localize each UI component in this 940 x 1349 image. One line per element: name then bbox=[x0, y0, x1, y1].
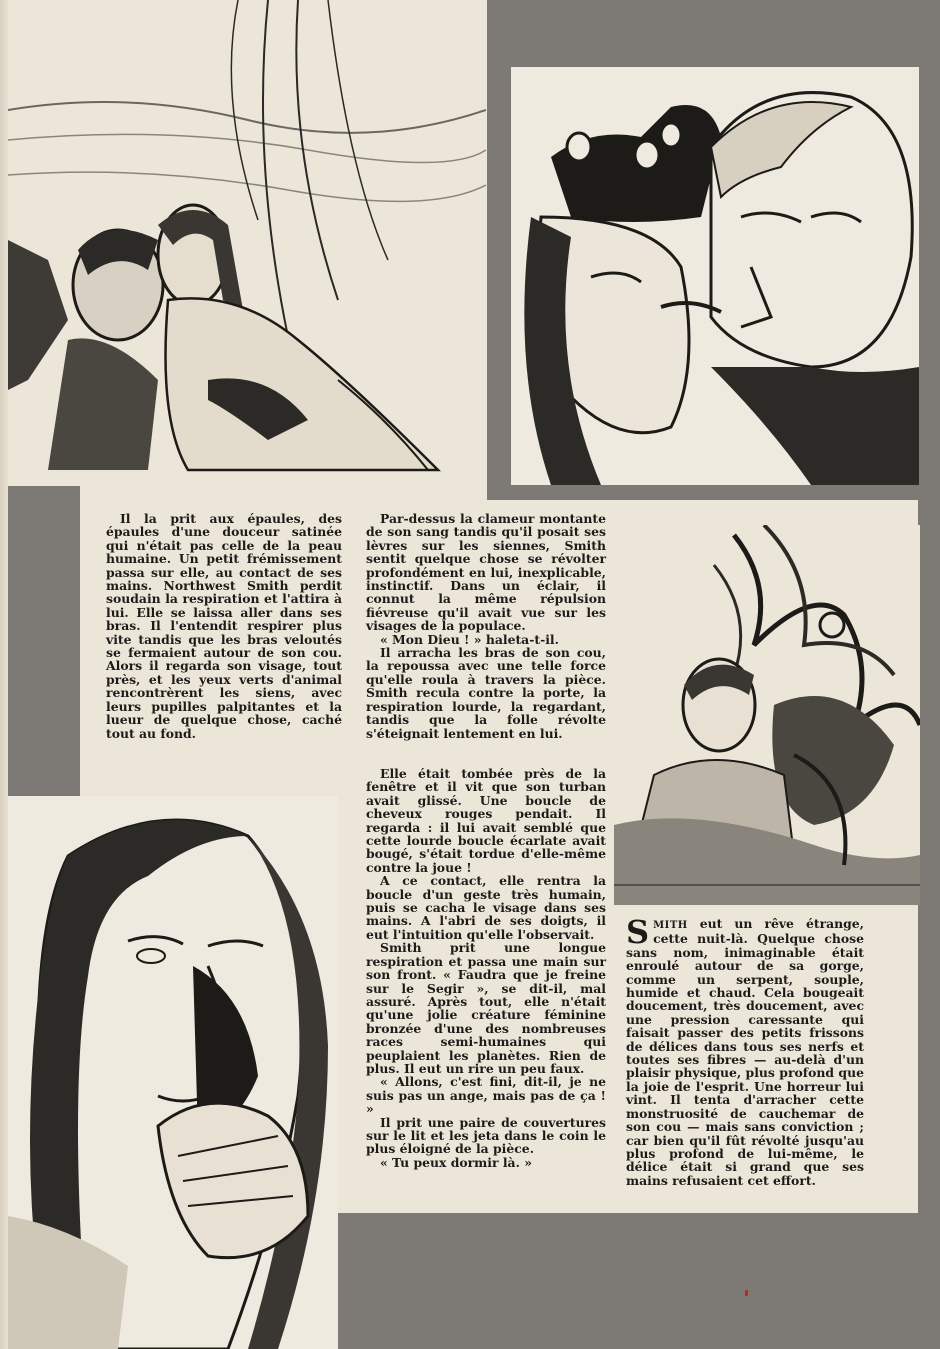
illustration-woman-hand-face bbox=[8, 796, 338, 1349]
col3-paragraph-5: Il prit une paire de couvertures sur le lit et les jeta dans le coin le plus éloigné de la pièce. bbox=[366, 1114, 606, 1157]
drop-cap: S bbox=[626, 913, 650, 951]
col3-paragraph-1: Elle était tombée près de la fenêtre et il vit que son turban avait glissé. Une boucle de cheveux rouges pendait. Il regarda : il lui avait semblé que cette lourde boucle écarlate avait bougé, s'était tordue d'elle-même contre la joue ! bbox=[366, 766, 606, 875]
illustration-closeup-kiss bbox=[511, 67, 919, 485]
col1-paragraph-1: Il la prit aux épaules, des épaules d'une douceur satinée qui n'était pas celle de la peau humaine. Un petit frémissement passa sur elle, au contact de ses mains. Northwest Smith perdit soudain la respiration et l'attira à lui. Elle se laissa aller dans ses bras. Il l'entendit respirer plus vite tandis que les bras veloutés se fermaient autour de son cou. Alors il regarda son visage, tout près, et les yeux verts d'animal rencontrèrent les siens, avec leurs pupilles palpitantes et la lueur de quelque chose, caché tout au fond. bbox=[106, 511, 342, 741]
small-caps-word: MITH bbox=[653, 920, 688, 931]
illustration-couple-embrace bbox=[8, 0, 486, 486]
illustration-smith-tendrils bbox=[614, 525, 920, 905]
col3-paragraph-6: « Tu peux dormir là. » bbox=[380, 1154, 532, 1170]
col4-paragraph-1 bbox=[626, 913, 864, 1188]
col2-paragraph-1: Par-dessus la clameur montante de son sang tandis qu'il posait ses lèvres sur les siennes, Smith sentit quelque chose se révolter profondément en lui, inexplicable, instinctif. Dans un éclair, il connut la même répulsion fiévreuse qu'il avait vue sur les visages de la populace. bbox=[366, 511, 606, 634]
text-column-4 bbox=[626, 913, 864, 1188]
text-column-1 bbox=[106, 512, 342, 740]
col2-paragraph-2: « Mon Dieu ! » haleta-t-il. bbox=[380, 631, 559, 647]
col3-paragraph-4: « Allons, c'est fini, dit-il, je ne suis pas un ange, mais pas de ça ! » bbox=[366, 1074, 606, 1117]
col3-paragraph-2: A ce contact, elle rentra la boucle d'un geste très humain, puis se cacha le visage dans ses mains. A l'abri de ses doigts, il eut l'intuition qu'elle l'observait. bbox=[366, 873, 606, 942]
col3-paragraph-3: Smith prit une longue respiration et passa une main sur son front. « Faudra que je freine sur le Segir », se dit-il, mal assuré. Après tout, elle n'était qu'une jolie créature féminine bronzée d'une des nombreuses races semi-humaines qui peuplaient les planètes. Rien de plus. Il eut un rire un peu faux. bbox=[366, 940, 606, 1076]
gray-block-left-middle bbox=[8, 486, 80, 796]
gray-block-bottom bbox=[338, 1213, 920, 1349]
col4-paragraph-text: eut un rêve étrange, cette nuit-là. Quelque chose sans nom, inimaginable était enroulé autour de sa gorge, comme un serpent, souple, humide et chaud. Cela bougeait doucement, très doucement, avec une pression caressante qui faisait passer des petits frissons de délices dans tous ses nerfs et toutes ses fibres — au-delà d'un plaisir physique, plus profond que la joie de l'esprit. Une horreur lui vint. Il tenta d'arracher cette monstruosité de cauchemar de son cou — mais sans conviction ; car bien qu'il fût révolté jusqu'au plus profond de lui-même, le délice était si grand que ses mains refusaient cet effort. bbox=[626, 916, 864, 1188]
red-ink-mark bbox=[745, 1290, 748, 1296]
text-column-2 bbox=[366, 512, 606, 740]
gray-block-right-edge bbox=[918, 0, 940, 1349]
col2-paragraph-3: Il arracha les bras de son cou, la repoussa avec une telle force qu'elle roula à travers la pièce. Smith recula contre la porte, la respiration lourde, la regardant, tandis que la folle révolte s'éteignait lentement en lui. bbox=[366, 645, 606, 741]
text-column-3 bbox=[366, 767, 606, 1169]
